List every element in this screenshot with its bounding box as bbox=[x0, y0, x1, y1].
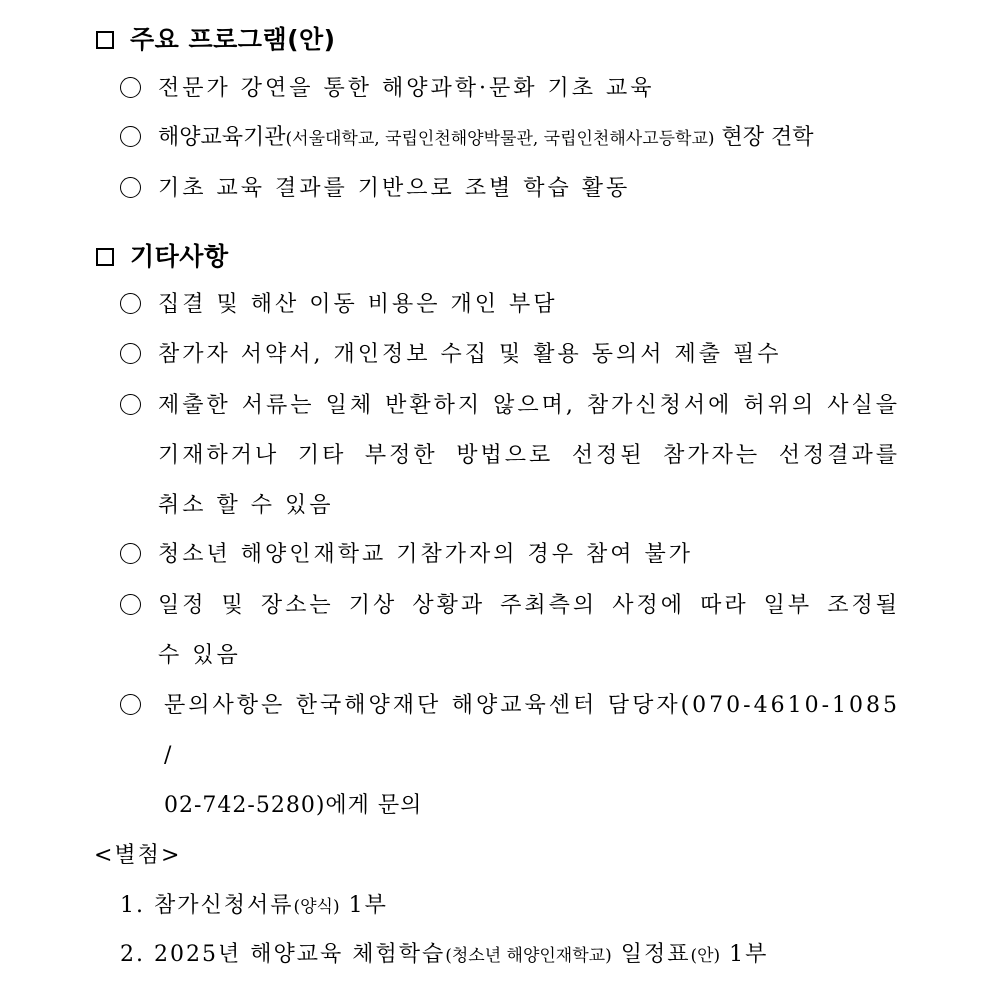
circle-bullet-icon bbox=[120, 343, 141, 364]
note-item-required-documents: 참가자 서약서, 개인정보 수집 및 활용 동의서 제출 필수 bbox=[120, 330, 900, 380]
attachment-item-schedule: 2. 2025년 해양교육 체험학습(청소년 해양인재학교) 일정표(안) 1부 bbox=[120, 942, 769, 967]
circle-bullet-icon bbox=[120, 594, 141, 615]
note-item-prior-participants: 청소년 해양인재학교 기참가자의 경우 참여 불가 bbox=[120, 530, 900, 580]
circle-bullet-icon bbox=[120, 177, 141, 198]
square-bullet-icon bbox=[96, 248, 114, 266]
program-item-lecture: 전문가 강연을 통한 해양과학·문화 기초 교육 bbox=[120, 64, 900, 114]
square-bullet-icon bbox=[96, 31, 114, 49]
circle-bullet-icon bbox=[120, 77, 141, 98]
note-item-travel-cost: 집결 및 해산 이동 비용은 개인 부담 bbox=[120, 280, 900, 330]
circle-bullet-icon bbox=[120, 293, 141, 314]
note-item-schedule-change: 일정 및 장소는 기상 상황과 주최측의 사정에 따라 일부 조정될 수 있음 bbox=[120, 581, 900, 681]
attachment-item-application-form: 1. 참가신청서류(양식) 1부 bbox=[120, 893, 388, 918]
circle-bullet-icon bbox=[120, 694, 141, 715]
section-title-main-program: 주요 프로그램(안) bbox=[96, 25, 336, 55]
section-title-other-notes: 기타사항 bbox=[96, 242, 229, 272]
circle-bullet-icon bbox=[120, 394, 141, 415]
circle-bullet-icon bbox=[120, 126, 141, 147]
program-item-group-study: 기초 교육 결과를 기반으로 조별 학습 활동 bbox=[120, 164, 900, 214]
attachments-title: <별첨> bbox=[94, 843, 182, 868]
program-item-field-trip: 해양교육기관(서울대학교, 국립인천해양박물관, 국립인천해사고등학교) 현장 견학 bbox=[120, 113, 900, 164]
note-item-inquiry: 문의사항은 한국해양재단 해양교육센터 담당자(070-4610-1085 / 02-742-5280)에게 문의 bbox=[120, 681, 900, 831]
circle-bullet-icon bbox=[120, 543, 141, 564]
note-item-false-information: 제출한 서류는 일체 반환하지 않으며, 참가신청서에 허위의 사실을 기재하거나 기타 부정한 방법으로 선정된 참가자는 선정결과를 취소 할 수 있음 bbox=[120, 381, 900, 531]
